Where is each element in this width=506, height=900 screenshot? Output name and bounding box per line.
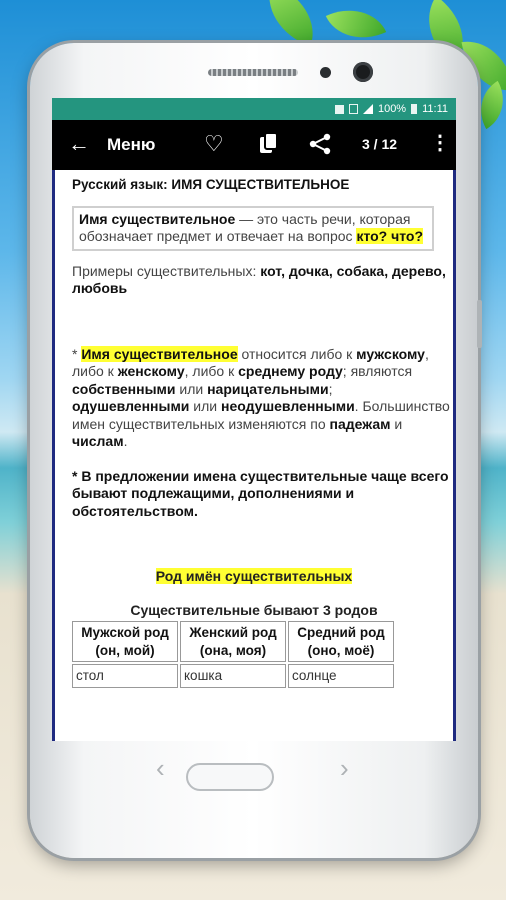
- examples: [72, 263, 453, 298]
- examples-label: Примеры существительных:: [72, 262, 261, 279]
- text: , либо к: [72, 345, 429, 379]
- article-content[interactable]: [52, 170, 456, 741]
- bold-text: мужскому: [356, 345, 425, 362]
- bold-text: падежам: [329, 415, 391, 432]
- bullet: *: [72, 345, 82, 362]
- toolbar: [52, 120, 456, 170]
- text: или: [175, 380, 208, 397]
- heart-outline-icon[interactable]: ♡: [204, 131, 224, 156]
- table-cell: кошка: [180, 664, 286, 688]
- table-row: [72, 664, 394, 688]
- text: относится либо к: [237, 345, 357, 362]
- bold-text: нарицательными: [207, 380, 329, 397]
- phone-frame: [30, 43, 478, 858]
- status-bar: [52, 98, 456, 120]
- speaker-grille: [208, 69, 298, 76]
- chevron-right-icon[interactable]: ›: [340, 753, 349, 783]
- text: ; являются: [342, 363, 413, 379]
- table-caption: Существительные бывают 3 родов: [130, 601, 378, 618]
- definition-box: [72, 206, 434, 251]
- table-header-cell: Средний род (оно, моё): [288, 621, 394, 662]
- definition-text: — это часть речи, которая обозначает предмет и отвечает на вопрос: [79, 210, 411, 244]
- text: .: [123, 433, 128, 449]
- bold-text: неодушевленными: [221, 398, 355, 414]
- home-button[interactable]: [186, 763, 274, 791]
- more-vertical-icon[interactable]: ⋮: [430, 132, 450, 154]
- clock: 11:11: [422, 103, 448, 115]
- front-camera: [353, 62, 373, 82]
- navigation-bar: [52, 741, 456, 851]
- paragraph-gender: [72, 346, 453, 451]
- examples-items: кот, дочка, собака, дерево, любовь: [72, 262, 446, 296]
- definition-term: Имя существительное: [79, 210, 236, 227]
- sim-icon: [349, 104, 358, 114]
- menu-title[interactable]: Меню: [107, 135, 156, 154]
- section-title-text: Род имён существительных: [155, 568, 353, 584]
- text: , либо к: [184, 363, 239, 379]
- bold-text: собственными: [72, 380, 176, 397]
- table-header-cell: Мужской род (он, мой): [72, 621, 178, 662]
- page-indicator: 3 / 12: [362, 136, 398, 152]
- text: или: [189, 398, 222, 414]
- bold-text: среднему роду: [238, 363, 343, 379]
- definition-question: кто? что?: [356, 228, 424, 244]
- signal-icon: [363, 104, 373, 114]
- article-heading: Русский язык: ИМЯ СУЩЕСТВИТЕЛЬНОЕ: [72, 177, 350, 192]
- text: . Большинство имен существительных изменяются по: [72, 398, 450, 432]
- battery-level: 100%: [377, 103, 407, 115]
- leaf-decoration: [256, 0, 326, 47]
- table-header-cell: Женский род (она, моя): [180, 621, 286, 662]
- bold-text: женскому: [117, 363, 185, 379]
- paragraph-sentence: * В предложении имена существительные чаще всего бывают подлежащими, дополнениями и обстоятельством.: [72, 467, 449, 519]
- copy-icon[interactable]: [258, 132, 280, 156]
- table-cell: стол: [72, 664, 178, 688]
- section-title: [72, 568, 453, 586]
- table-cell: солнце: [288, 664, 394, 688]
- bold-text: одушевленными: [72, 398, 190, 414]
- gender-table: [70, 619, 396, 690]
- text: ;: [328, 380, 333, 397]
- term-highlight: Имя существительное: [81, 345, 238, 362]
- share-icon[interactable]: [308, 132, 332, 156]
- battery-icon: [411, 104, 417, 114]
- side-button: [477, 300, 482, 348]
- bold-text: числам: [72, 433, 124, 449]
- table-header-row: [72, 621, 394, 662]
- sensor: [320, 67, 331, 78]
- screen: [52, 98, 456, 741]
- text: и: [390, 415, 403, 432]
- arrow-left-icon[interactable]: ←: [68, 131, 90, 156]
- chevron-left-icon[interactable]: ‹: [156, 753, 165, 783]
- notification-icon: [335, 105, 344, 114]
